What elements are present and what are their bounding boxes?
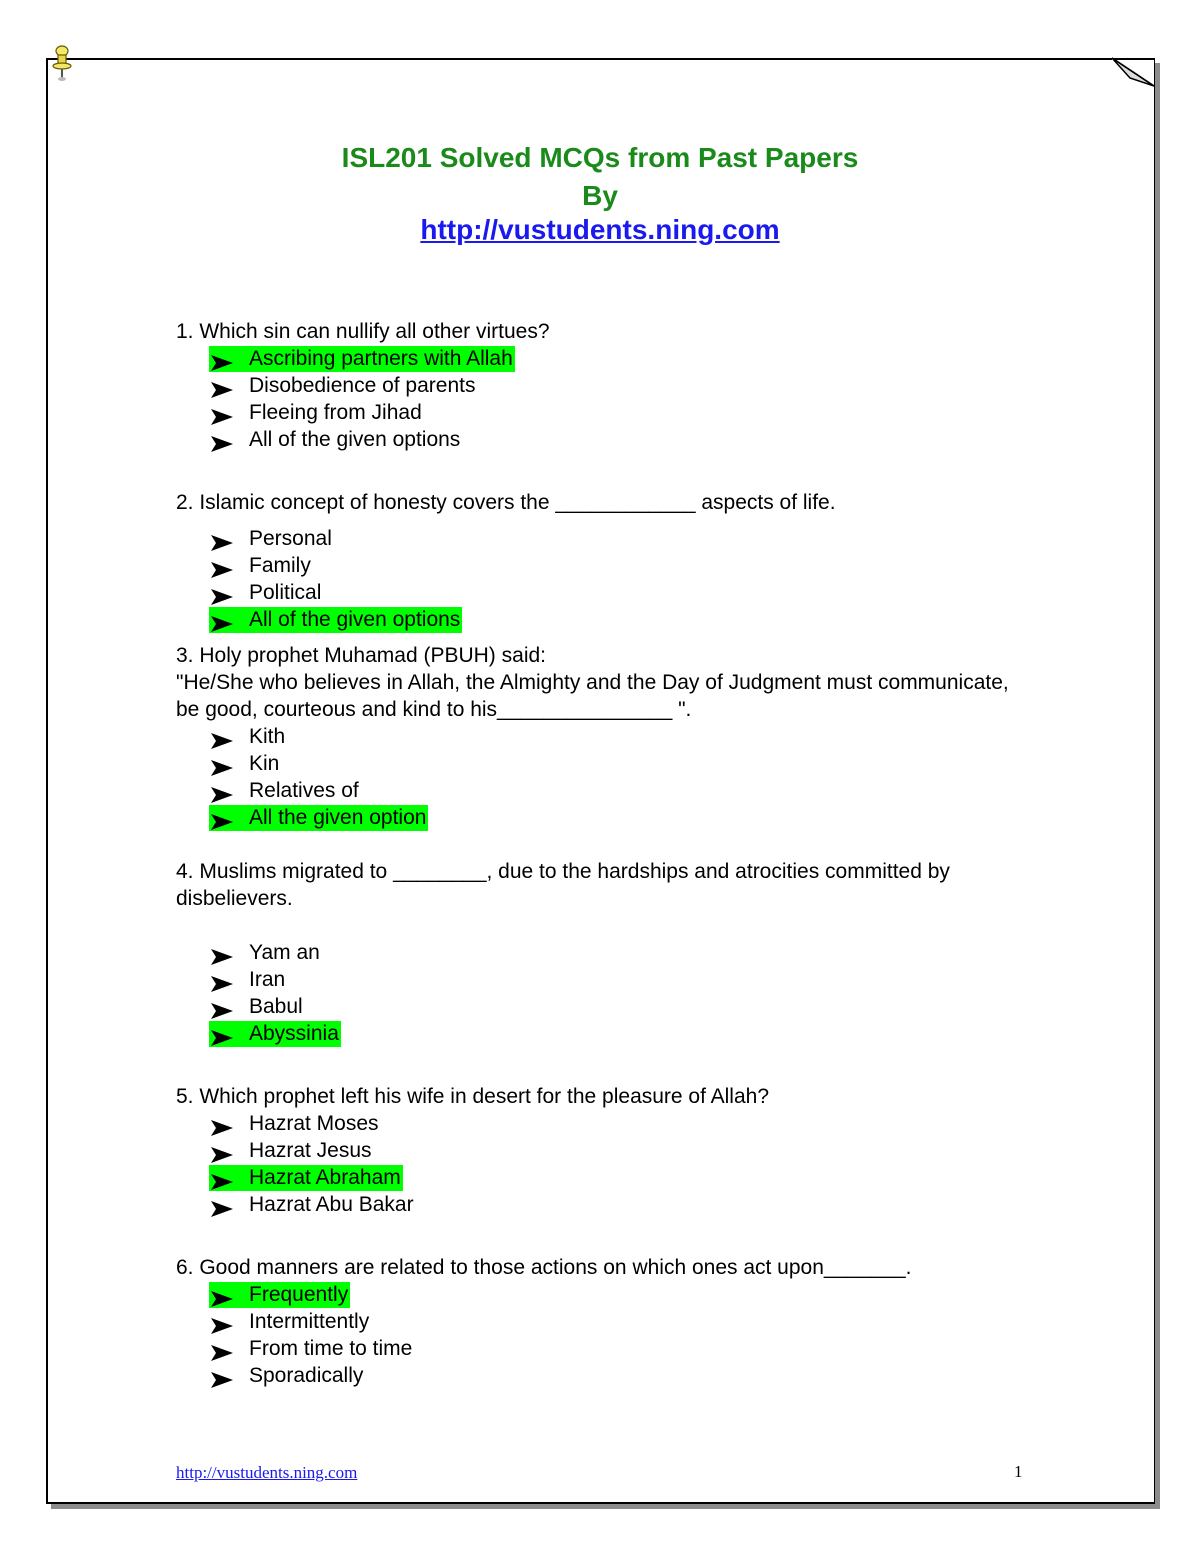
option-list — [176, 345, 1036, 453]
option-list — [176, 1110, 1036, 1218]
option-label: Iran — [249, 968, 286, 991]
question-text: 3. Holy prophet Muhamad (PBUH) said: "He/She who believes in Allah, the Almighty and the Day of Judgment must communicate, be good, courteous and kind to his_______________ ". — [176, 644, 1009, 721]
option — [176, 1362, 1036, 1389]
arrowhead-bullet-icon — [211, 1314, 233, 1330]
arrowhead-bullet-icon — [211, 1287, 233, 1303]
arrowhead-bullet-icon — [211, 999, 233, 1015]
arrowhead-bullet-icon — [211, 1197, 233, 1213]
question-5 — [176, 1083, 1036, 1218]
arrowhead-bullet-icon — [211, 351, 233, 367]
document-title: ISL201 Solved MCQs from Past Papers — [341, 142, 859, 173]
page-curl-icon — [1110, 56, 1156, 88]
arrowhead-bullet-icon — [211, 531, 233, 547]
option-label: Political — [249, 581, 322, 604]
option-label: Intermittently — [249, 1310, 370, 1333]
option-label: Kin — [249, 752, 280, 775]
option-label: Abyssinia — [249, 1022, 339, 1045]
option — [176, 1137, 1036, 1164]
page-number: 1 — [1014, 1462, 1023, 1481]
arrowhead-bullet-icon — [211, 558, 233, 574]
arrowhead-bullet-icon — [211, 432, 233, 448]
option — [176, 1191, 1036, 1218]
option-label: Relatives of — [249, 779, 359, 802]
option — [176, 579, 1036, 606]
correct-option — [176, 1164, 1036, 1191]
question-text: 6. Good manners are related to those actions on which ones act upon_______. — [176, 1256, 912, 1279]
pushpin-icon — [50, 44, 74, 84]
option-label: Kith — [249, 725, 286, 748]
option — [176, 993, 1036, 1020]
option-list — [176, 939, 1036, 1047]
option — [176, 1335, 1036, 1362]
question-6 — [176, 1254, 1036, 1389]
option-label: Hazrat Abraham — [249, 1166, 401, 1189]
option — [176, 1110, 1036, 1137]
document-byline: By — [582, 180, 618, 211]
option-label: Family — [249, 554, 311, 577]
option-label: Hazrat Moses — [249, 1112, 379, 1135]
option-label: Yam an — [249, 941, 320, 964]
question-text: 5. Which prophet left his wife in desert for the pleasure of Allah? — [176, 1085, 769, 1108]
option-list — [176, 1281, 1036, 1389]
correct-option — [176, 804, 1036, 831]
option-label: All of the given options — [249, 428, 461, 451]
option-label: Babul — [249, 995, 303, 1018]
mcq-list — [176, 318, 1036, 1389]
arrowhead-bullet-icon — [211, 729, 233, 745]
arrowhead-bullet-icon — [211, 585, 233, 601]
correct-option — [176, 606, 1036, 633]
option — [176, 966, 1036, 993]
option-label: All of the given options — [249, 608, 461, 631]
correct-option — [176, 1281, 1036, 1308]
option-label: All the given option — [249, 806, 427, 829]
header-link[interactable]: http://vustudents.ning.com — [420, 214, 780, 245]
arrowhead-bullet-icon — [211, 783, 233, 799]
arrowhead-bullet-icon — [211, 1143, 233, 1159]
question-text: 4. Muslims migrated to ________, due to the hardships and atrocities committed by disbelievers. — [176, 860, 956, 910]
option-list — [176, 525, 1036, 633]
arrowhead-bullet-icon — [211, 810, 233, 826]
option — [176, 723, 1036, 750]
question-4 — [176, 858, 1036, 1047]
option-label: Sporadically — [249, 1364, 364, 1387]
option — [176, 372, 1036, 399]
option — [176, 939, 1036, 966]
option — [176, 750, 1036, 777]
arrowhead-bullet-icon — [211, 405, 233, 421]
arrowhead-bullet-icon — [211, 612, 233, 628]
option — [176, 525, 1036, 552]
arrowhead-bullet-icon — [211, 1368, 233, 1384]
option — [176, 777, 1036, 804]
question-text: 1. Which sin can nullify all other virtues? — [176, 320, 550, 343]
footer-link[interactable]: http://vustudents.ning.com — [176, 1463, 358, 1482]
question-text: 2. Islamic concept of honesty covers the ____________ aspects of life. — [176, 491, 836, 514]
option-label: Ascribing partners with Allah — [249, 347, 513, 370]
question-3 — [176, 642, 1036, 831]
arrowhead-bullet-icon — [211, 1116, 233, 1132]
header-link-wrap — [0, 214, 1200, 246]
option-label: Disobedience of parents — [249, 374, 476, 397]
arrowhead-bullet-icon — [211, 1341, 233, 1357]
arrowhead-bullet-icon — [211, 756, 233, 772]
option-label: From time to time — [249, 1337, 413, 1360]
arrowhead-bullet-icon — [211, 1026, 233, 1042]
option-label: Personal — [249, 527, 332, 550]
option — [176, 426, 1036, 453]
option — [176, 552, 1036, 579]
question-1 — [176, 318, 1036, 453]
option — [176, 399, 1036, 426]
option-label: Frequently — [249, 1283, 349, 1306]
arrowhead-bullet-icon — [211, 1170, 233, 1186]
arrowhead-bullet-icon — [211, 378, 233, 394]
option-label: Hazrat Jesus — [249, 1139, 372, 1162]
correct-option — [176, 1020, 1036, 1047]
arrowhead-bullet-icon — [211, 945, 233, 961]
question-2 — [176, 489, 1036, 633]
option — [176, 1308, 1036, 1335]
option-label: Hazrat Abu Bakar — [249, 1193, 414, 1216]
correct-option — [176, 345, 1036, 372]
option-label: Fleeing from Jihad — [249, 401, 422, 424]
arrowhead-bullet-icon — [211, 972, 233, 988]
option-list — [176, 723, 1036, 831]
